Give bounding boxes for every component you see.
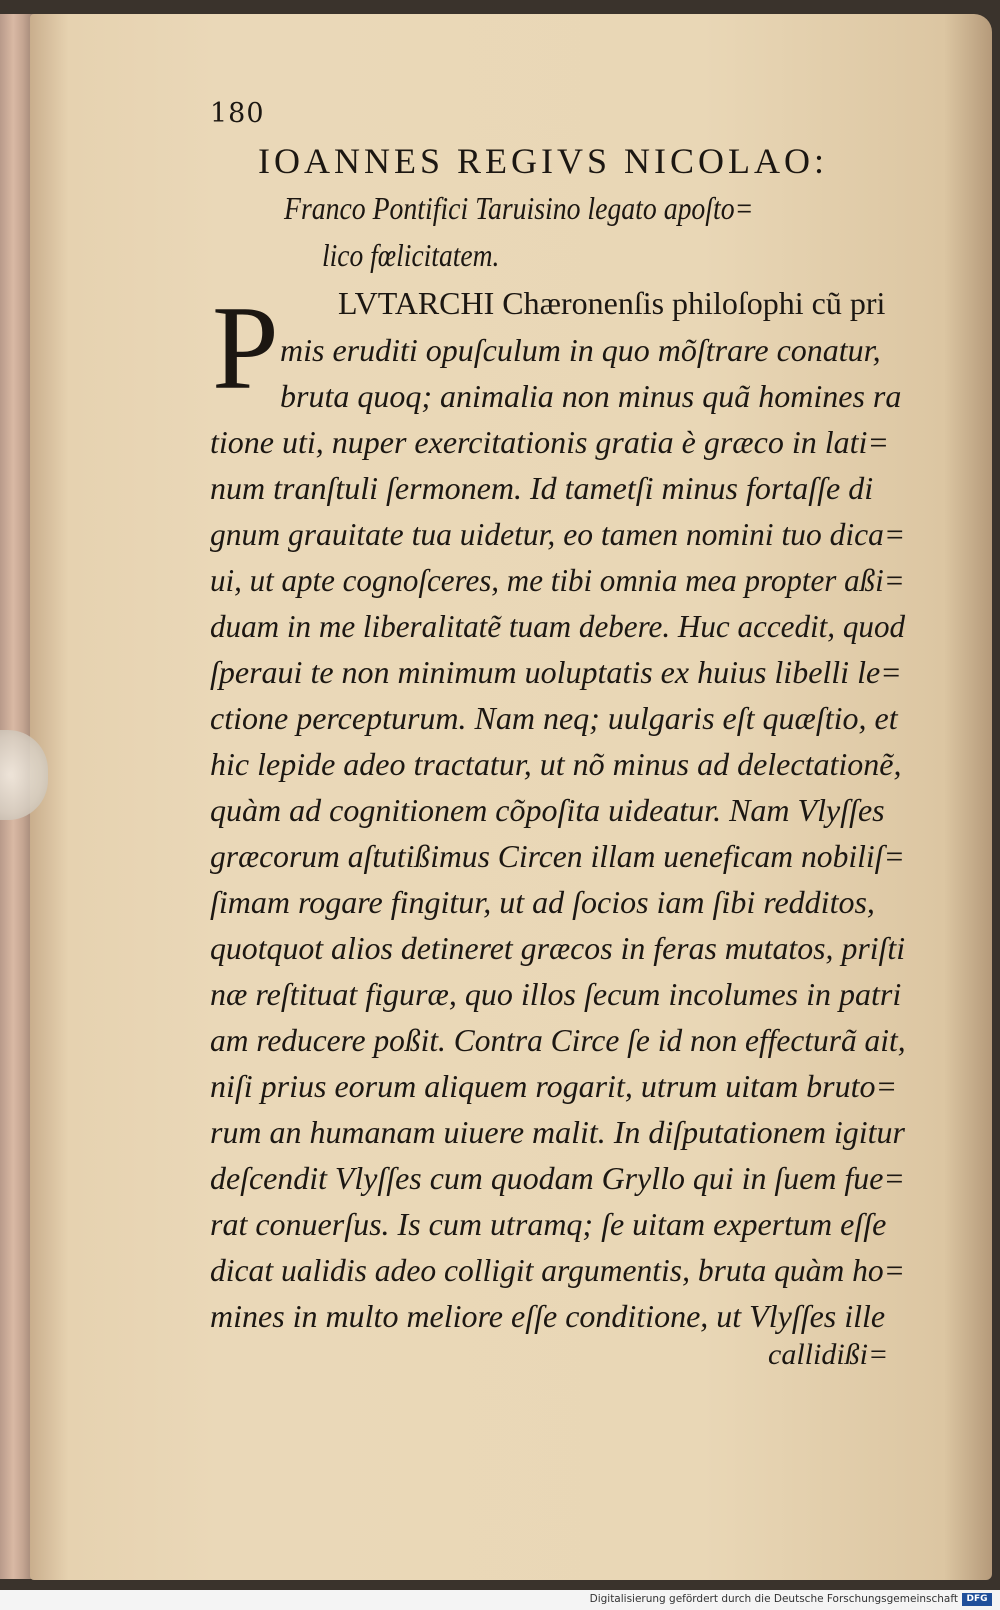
body-line: duam in me liberalitatẽ tuam debere. Huc accedit, quod xyxy=(210,608,906,644)
drop-cap: P xyxy=(212,281,279,414)
body-line: bruta quoq; animalia non minus quã homines ra xyxy=(280,378,902,414)
body-line: ſimam rogare fingitur, ut ad ſocios iam ſibi redditos, xyxy=(210,884,875,920)
body-line: hic lepide adeo tractatur, ut nõ minus ad delectationẽ, xyxy=(210,746,902,782)
body-line: mines in multo meliore eſſe conditione, ut Vlyſſes ille xyxy=(210,1298,886,1334)
body-line: tione uti, nuper exercitationis gratia è græco in lati= xyxy=(210,424,889,460)
body-line: quàm ad cognitionem cõpoſita uideatur. Nam Vlyſſes xyxy=(210,792,885,828)
page-heading: IOANNES REGIVS NICOLAO: xyxy=(258,141,828,181)
body-line: gnum grauitate tua uidetur, eo tamen nomini tuo dica= xyxy=(210,516,906,552)
body-line: niſi prius eorum aliquem rogarit, utrum uitam bruto= xyxy=(210,1068,898,1104)
footer-credit: Digitalisierung gefördert durch die Deutsche Forschungsgemeinschaft xyxy=(589,1593,958,1605)
body-line: rat conuerſus. Is cum utramq; ſe uitam expertum eſſe xyxy=(210,1206,887,1242)
dfg-logo: DFG xyxy=(962,1593,992,1606)
subheading-line: Franco Pontifici Taruisino legato apoſto= xyxy=(284,190,754,226)
body-line: deſcendit Vlyſſes cum quodam Gryllo qui in ſuem fue= xyxy=(210,1160,905,1196)
body-line: num tranſtuli ſermonem. Id tametſi minus fortaſſe di xyxy=(210,470,874,506)
body-line: mis eruditi opuſculum in quo mõſtrare conatur, xyxy=(280,332,881,368)
body-line: LVTARCHI Chæronenſis philoſophi cũ pri xyxy=(338,285,886,321)
body-line: dicat ualidis adeo colligit argumentis, bruta quàm ho= xyxy=(210,1252,905,1288)
body-line: am reducere poßit. Contra Circe ſe id non effecturã ait, xyxy=(210,1022,906,1058)
body-line: rum an humanam uiuere malit. In diſputationem igitur xyxy=(210,1114,905,1150)
subheading-line: lico fœlicitatem. xyxy=(322,237,500,273)
body-line: ui, ut apte cognoſceres, me tibi omnia mea propter aßi= xyxy=(210,562,905,598)
catchword: callidißi= xyxy=(768,1338,889,1371)
page-number: 180 xyxy=(210,98,265,129)
body-line: næ reſtituat figuræ, quo illos ſecum incolumes in patri xyxy=(210,976,902,1012)
body-line: græcorum aſtutißimus Circen illam ueneficam nobiliſ= xyxy=(210,838,905,874)
body-line: ctione percepturum. Nam neq; uulgaris eſt quæſtio, et xyxy=(210,700,898,736)
body-line: ſperaui te non minimum uoluptatis ex huius libelli le= xyxy=(210,654,902,690)
body-line: quotquot alios detineret græcos in feras mutatos, priſti xyxy=(210,930,906,966)
